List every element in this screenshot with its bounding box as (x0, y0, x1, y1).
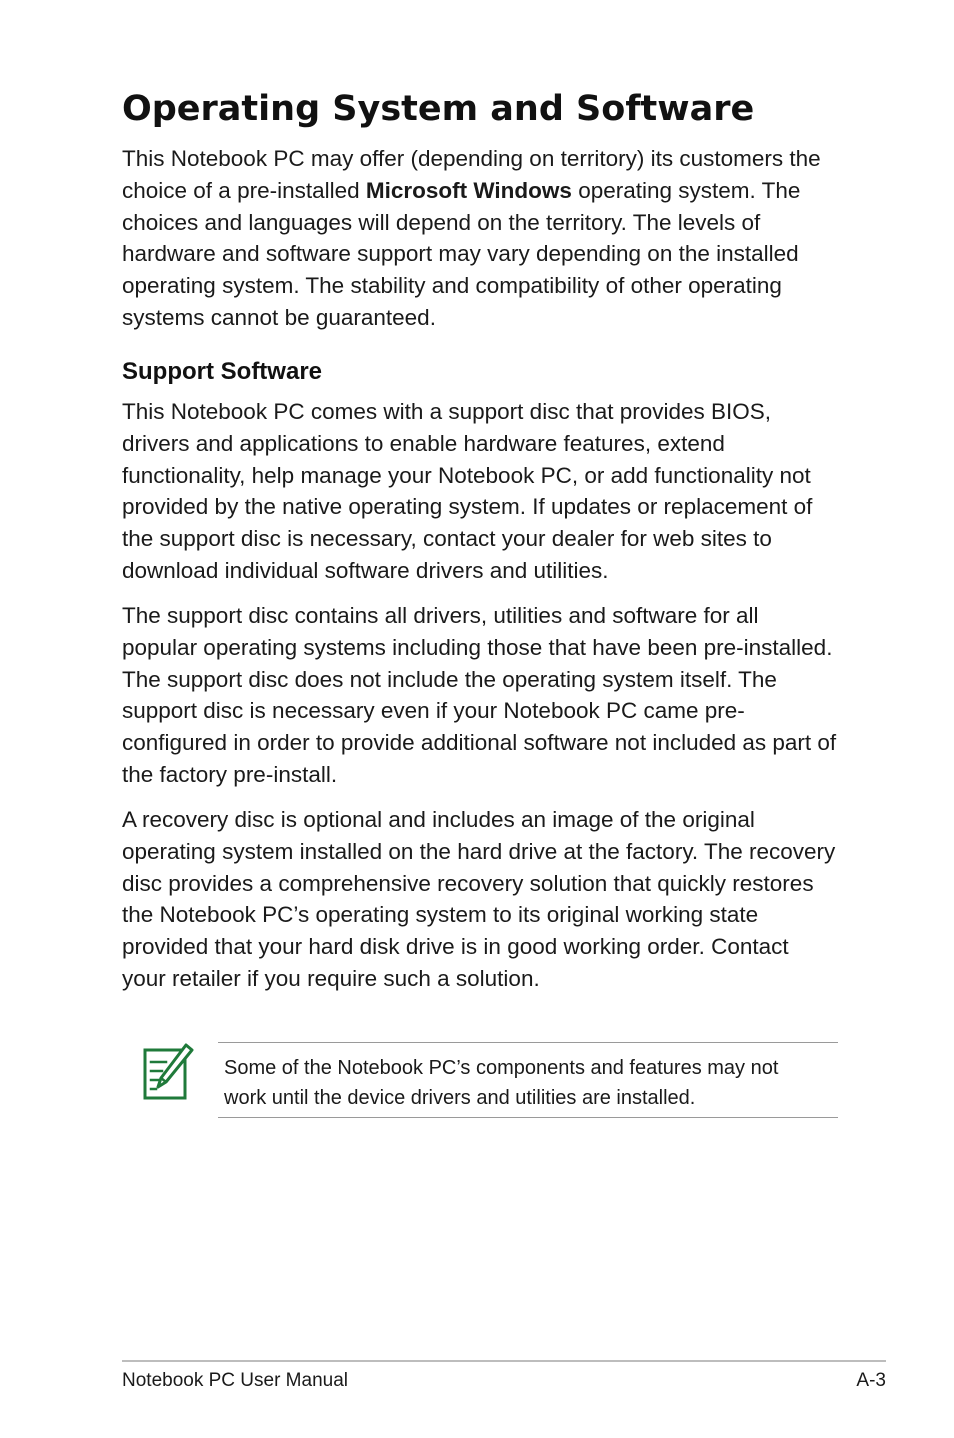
intro-text-start: This Notebook PC may offer (depending on territory) its customers the choice of a pre-installed (122, 146, 821, 203)
support-paragraph-3: A recovery disc is optional and includes an image of the original operating system installed on the hard drive at the factory. The recovery disc provides a comprehensive recovery solution that quickly restores the Notebook PC’s operating system to its original working state provided that your hard disk drive is in good working order. Contact your retailer if you require such a solution. (122, 807, 836, 991)
intro-paragraph (122, 143, 838, 334)
footer-page-number: A-3 (856, 1370, 886, 1391)
note-text: Some of the Notebook PC’s components and features may not work until the device drivers and utilities are installed. (224, 1057, 779, 1109)
intro-bold-text: Microsoft Windows (365, 177, 572, 203)
page-title: Operating System and Software (122, 89, 755, 129)
footer-manual-name: Notebook PC User Manual (122, 1370, 348, 1391)
section-heading-support-software: Support Software (122, 358, 323, 385)
intro-text-end: operating system. The choices and languages will depend on the territory. The levels of hardware and software support may vary depending on the installed operating system. The stability and compatibility of other operating systems cannot be guaranteed. (122, 177, 801, 330)
support-paragraph-1: This Notebook PC comes with a support disc that provides BIOS, drivers and applications to enable hardware features, extend functionality, help manage your Notebook PC, or add functionality not provided by the native operating system. If updates or replacement of the support disc is necessary, contact your dealer for web sites to download individual software drivers and utilities. (122, 399, 813, 583)
support-paragraph-2: The support disc contains all drivers, utilities and software for all popular operating systems including those that have been pre-installed. The support disc does not include the operating system itself. The support disc is necessary even if your Notebook PC came pre-configured in order to provide additional software not included as part of the factory pre-install. (122, 603, 837, 787)
note-pencil-icon (142, 1042, 194, 1102)
footer-divider (122, 1360, 886, 1362)
note-box (218, 1042, 838, 1118)
